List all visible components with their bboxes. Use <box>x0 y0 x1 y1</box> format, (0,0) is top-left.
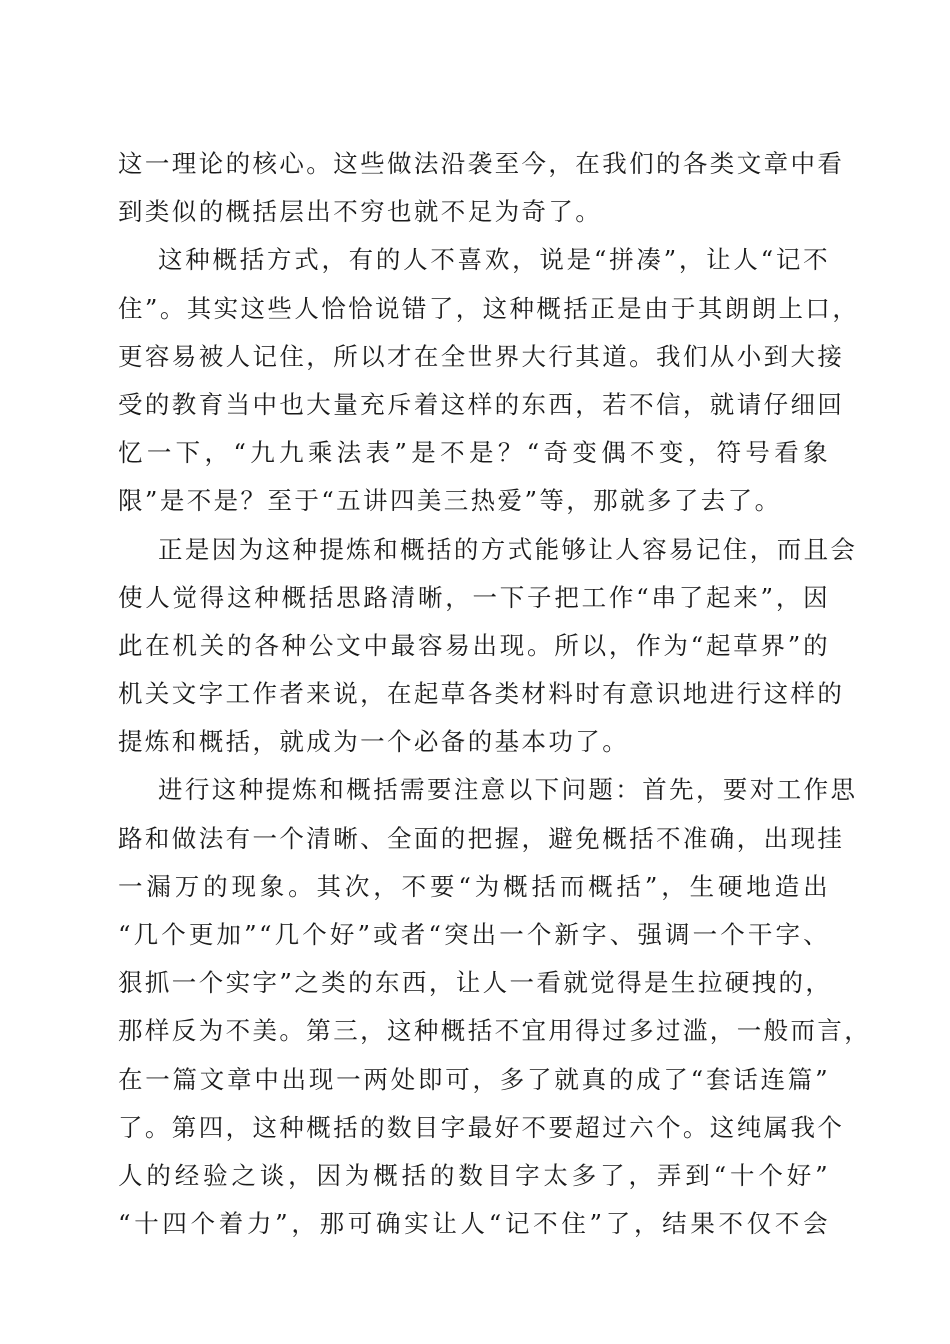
text-line: 一漏万的现象。其次，不要“为概括而概括”，生硬地造出 <box>118 871 830 901</box>
text-line: “十四个着力”，那可确实让人“记不住”了，结果不仅不会 <box>118 1209 830 1239</box>
text-line: 更容易被人记住，所以才在全世界大行其道。我们从小到大接 <box>118 341 845 371</box>
text-line: 住”。其实这些人恰恰说错了，这种概括正是由于其朗朗上口， <box>118 293 860 323</box>
text-line: 人的经验之谈，因为概括的数目字太多了，弄到“十个好” <box>118 1160 830 1190</box>
paragraph-start-line: 进行这种提炼和概括需要注意以下问题：首先，要对工作思 <box>158 775 858 805</box>
text-line: 路和做法有一个清晰、全面的把握，避免概括不准确，出现挂 <box>118 823 845 853</box>
text-line: 使人觉得这种概括思路清晰，一下子把工作“串了起来”，因 <box>118 582 830 612</box>
text-line: 在一篇文章中出现一两处即可，多了就真的成了“套话连篇” <box>118 1064 830 1094</box>
text-line: 那样反为不美。第三，这种概括不宜用得过多过滥，一般而言， <box>118 1016 872 1046</box>
text-line: 此在机关的各种公文中最容易出现。所以，作为“起草界”的 <box>118 630 830 660</box>
text-line: 了。第四，这种概括的数目字最好不要超过六个。这纯属我个 <box>118 1112 845 1142</box>
text-line: 机关文字工作者来说，在起草各类材料时有意识地进行这样的 <box>118 679 845 709</box>
paragraph-start-line: 这种概括方式，有的人不喜欢，说是“拼凑”，让人“记不 <box>158 245 830 275</box>
text-line: 受的教育当中也大量充斥着这样的东西，若不信，就请仔细回 <box>118 389 845 419</box>
body-text <box>118 140 872 1248</box>
text-line: 狠抓一个实字”之类的东西，让人一看就觉得是生拉硬拽的， <box>118 968 833 998</box>
text-line: 这一理论的核心。这些做法沿袭至今，在我们的各类文章中看 <box>118 149 845 178</box>
paragraph-start-line: 正是因为这种提炼和概括的方式能够让人容易记住，而且会 <box>158 534 858 564</box>
text-line: 限”是不是？至于“五讲四美三热爱”等，那就多了去了。 <box>118 486 782 516</box>
text-line: 忆一下，“九九乘法表”是不是？“奇变偶不变，符号看象 <box>118 438 830 468</box>
text-line: “几个更加”“几个好”或者“突出一个新字、强调一个干字、 <box>118 920 830 949</box>
text-line: 提炼和概括，就成为一个必备的基本功了。 <box>118 727 630 757</box>
text-line: 到类似的概括层出不穷也就不足为奇了。 <box>118 197 603 227</box>
